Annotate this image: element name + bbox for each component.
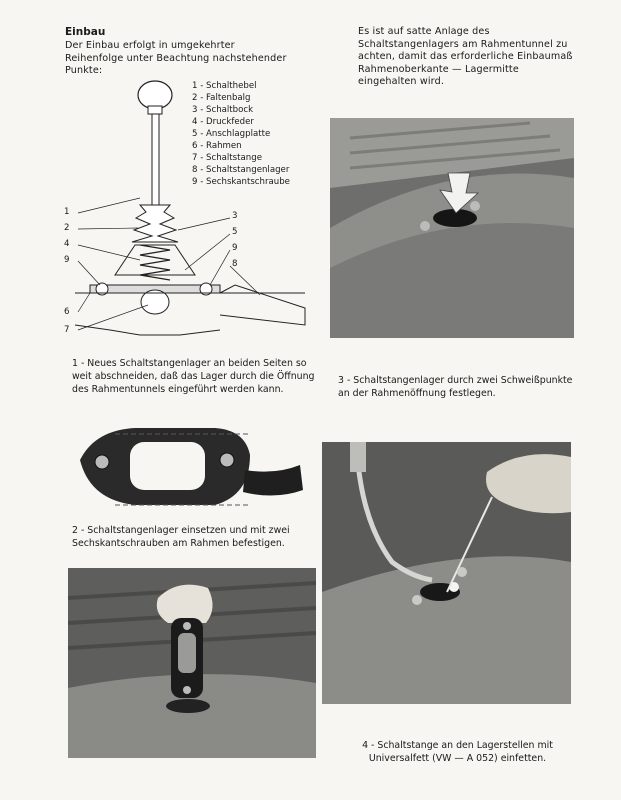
legend-item: 3 - Schaltbock xyxy=(192,105,254,115)
legend-item: 1 - Schalthebel xyxy=(192,81,257,91)
bearing-part-image xyxy=(75,420,315,520)
callout-1: 1 xyxy=(64,207,70,217)
legend-item: 9 - Sechskantschraube xyxy=(192,177,290,187)
step-4-caption: 4 - Schaltstange an den Lagerstellen mit Universalfett (VW — A 052) einfetten. xyxy=(362,740,553,764)
callout-8: 8 xyxy=(232,259,238,269)
legend-item: 6 - Rahmen xyxy=(192,141,242,151)
callout-7: 7 xyxy=(64,325,70,335)
step-3-caption: 3 - Schaltstangenlager durch zwei Schweißpunkte an der Rahmenöffnung festlegen. xyxy=(338,375,573,399)
callout-5: 5 xyxy=(232,227,238,237)
callout-3: 3 xyxy=(232,211,238,221)
step-2-caption: 2 - Schaltstangenlager einsetzen und mit zwei Sechskantschrauben am Rahmen befestigen. xyxy=(72,525,290,549)
legend-item: 7 - Schaltstange xyxy=(192,153,262,163)
legend-item: 5 - Anschlagplatte xyxy=(192,129,271,139)
legend-item: 2 - Faltenbalg xyxy=(192,93,251,103)
legend-item: 4 - Druckfeder xyxy=(192,117,254,127)
section-title: Einbau xyxy=(65,26,106,38)
parts-legend xyxy=(192,80,290,188)
callout-9b: 9 xyxy=(232,243,238,253)
intro-text: Der Einbau erfolgt in umgekehrter Reihenfolge unter Beachtung nachstehender Punkte: xyxy=(65,40,287,76)
callout-2: 2 xyxy=(64,223,70,233)
callout-9: 9 xyxy=(64,255,70,265)
photo-frame-welding xyxy=(322,442,571,704)
callout-6: 6 xyxy=(64,307,70,317)
callout-4: 4 xyxy=(64,239,70,249)
step-1-caption: 1 - Neues Schaltstangenlager an beiden Seiten so weit abschneiden, daß das Lager durch die Öffnung des Rahmentunnels eingeführt werden kann. xyxy=(72,358,315,395)
legend-item: 8 - Schaltstangenlager xyxy=(192,165,290,175)
photo-frame-tunnel xyxy=(330,118,574,338)
top-right-paragraph: Es ist auf satte Anlage des Schaltstangenlagers am Rahmentunnel zu achten, damit das erforderliche Einbaumaß Rahmenoberkante — Lagermitte eingehalten wird. xyxy=(358,26,573,87)
photo-frame-install xyxy=(68,568,316,758)
